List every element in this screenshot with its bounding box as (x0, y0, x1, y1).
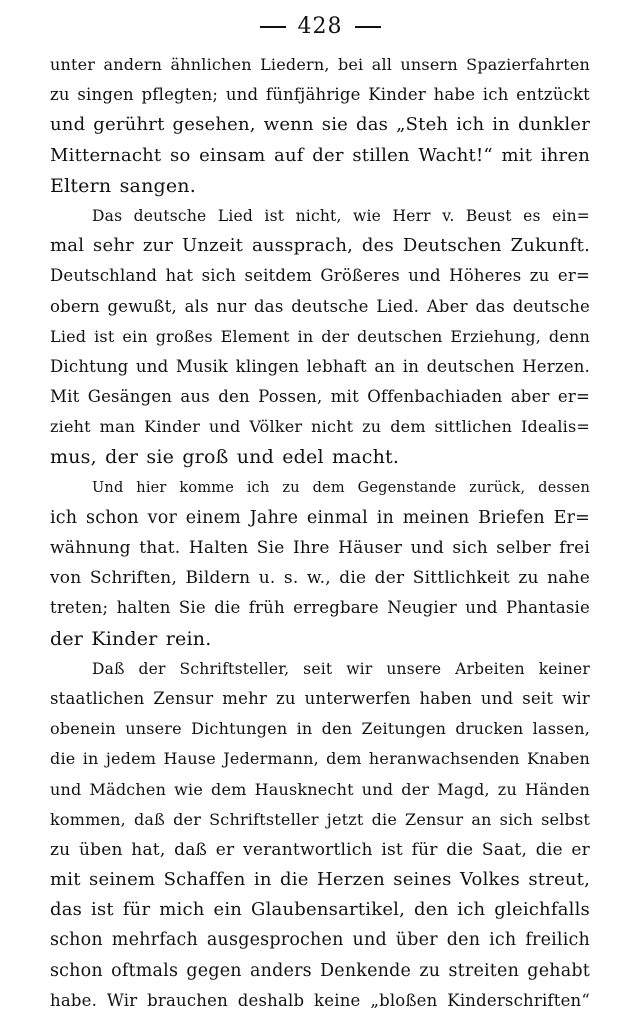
text-line: zu üben hat, daß er verantwortlich ist für die Saat, die er (50, 839, 590, 860)
text-line: Das deutsche Lied ist nicht, wie Herr v. Beust es ein= (92, 206, 590, 225)
text-line: wähnung that. Halten Sie Ihre Häuser und sich selber frei (50, 538, 590, 558)
left-dash (260, 26, 286, 28)
text-line: Mit Gesängen aus den Possen, mit Offenbachiaden aber er= (50, 387, 590, 407)
text-line: obenein unsere Dichtungen in den Zeitungen drucken lassen, (50, 719, 590, 739)
page-number: 428 (297, 14, 343, 39)
page-header (0, 14, 640, 39)
text-line: ich schon vor einem Jahre einmal in meinen Briefen Er= (50, 507, 590, 528)
text-line: Mitternacht so einsam auf der stillen Wacht!“ mit ihren (50, 144, 590, 166)
text-line: mus, der sie groß und edel macht. (50, 446, 400, 469)
text-line: das ist für mich ein Glaubensartikel, den ich gleichfalls (50, 899, 590, 921)
text-line: Dichtung und Musik klingen lebhaft an in deutschen Herzen. (50, 356, 590, 376)
text-line: obern gewußt, als nur das deutsche Lied. Aber das deutsche (50, 296, 590, 316)
text-line: mal sehr zur Unzeit aussprach, des Deutschen Zukunft. (50, 235, 590, 257)
text-line: und gerührt gesehen, wenn sie das „Steh ich in dunkler (50, 114, 590, 136)
paragraph (50, 473, 590, 654)
text-line: staatlichen Zensur mehr zu unterwerfen haben und seit wir (50, 688, 590, 708)
text-line: die in jedem Hause Jedermann, dem heranwachsenden Knaben (50, 749, 590, 769)
text-line: treten; halten Sie die früh erregbare Neugier und Phantasie (50, 598, 590, 618)
text-line: Lied ist ein großes Element in der deutschen Erziehung, denn (50, 326, 590, 346)
text-line: Deutschland hat sich seitdem Größeres und Höheres zu er= (50, 266, 590, 286)
text-line: zu singen pflegten; und fünfjährige Kinder habe ich entzückt (50, 85, 590, 105)
text-line: und Mädchen wie dem Hausknecht und der Magd, zu Händen (50, 779, 590, 799)
text-line: von Schriften, Bildern u. s. w., die der Sittlichkeit zu nahe (50, 568, 590, 589)
text-line: Daß der Schriftsteller, seit wir unsere Arbeiten keiner (92, 659, 590, 678)
text-line: kommen, daß der Schriftsteller jetzt die Zensur an sich selbst (50, 809, 590, 829)
text-line: habe. Wir brauchen deshalb keine „bloßen Kinderschriften“ (50, 990, 590, 1010)
text-line: schon mehrfach ausgesprochen und über den ich freilich (50, 930, 590, 951)
text-line: zieht man Kinder und Völker nicht zu dem sittlichen Idealis= (50, 417, 590, 437)
paragraph (50, 654, 590, 1016)
text-line: mit seinem Schaffen in die Herzen seines Volkes streut, (50, 869, 590, 891)
right-dash (355, 26, 381, 28)
text-line: der Kinder rein. (50, 627, 212, 650)
text-line: schon oftmals gegen anders Denkende zu streiten gehabt (50, 960, 590, 981)
text-line: unter andern ähnlichen Liedern, bei all unsern Spazierfahrten (50, 55, 590, 74)
paragraph (50, 201, 590, 473)
body-text (50, 50, 590, 1016)
text-line: Eltern sangen. (50, 174, 196, 197)
paragraph (50, 50, 590, 201)
text-line: Und hier komme ich zu dem Gegenstande zurück, dessen (92, 479, 590, 496)
